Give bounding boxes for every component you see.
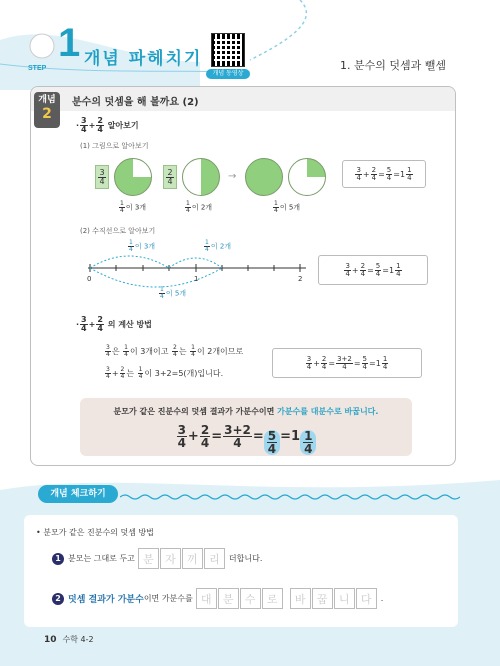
summary-text: 분모가 같은 진분수의 덧셈 결과가 가분수이면 가분수를 대분수로 바꿉니다. <box>113 407 379 416</box>
answer-cells-2[interactable] <box>196 588 284 609</box>
fraction-label-3-4: $\frac{3}{4}$ <box>95 165 109 189</box>
equation-box-3: $\frac{3}{4}$ + $\frac{2}{4}$ = $\frac{3+2}{4}$ = $\frac{5}{4}$ =1 $\frac{1}{4}$ <box>272 348 422 378</box>
circle-3-quarters <box>114 158 152 196</box>
answer-cell[interactable]: 리 <box>204 548 225 569</box>
sub-heading-picture: (1) 그림으로 알아보기 <box>80 142 149 150</box>
answer-cell[interactable]: 대 <box>196 588 217 609</box>
svg-text:1: 1 <box>58 21 81 65</box>
caption-2: $\frac{1}{4}$ 이 2개 <box>186 200 213 214</box>
header-wave <box>0 0 500 90</box>
answer-cell[interactable]: 니 <box>334 588 355 609</box>
arrow-icon: → <box>228 171 237 182</box>
answer-cell[interactable]: 다 <box>356 588 377 609</box>
wave-divider <box>120 493 460 501</box>
answer-cell[interactable]: 끼 <box>182 548 203 569</box>
equation-box-2: $\frac{3}{4}$ + $\frac{2}{4}$ = $\frac{5}{4}$ =1 $\frac{1}{4}$ <box>318 255 428 285</box>
tick-0: 0 <box>87 275 92 283</box>
answer-cell[interactable]: 바 <box>290 588 311 609</box>
book-title: 수학 4-2 <box>62 635 94 644</box>
chapter-title: 1. 분수의 덧셈과 뺄셈 <box>340 59 446 72</box>
section1-heading: · $\frac{3}{4}$ + $\frac{2}{4}$ 알아보기 <box>76 116 139 134</box>
summary-equation: $\frac{3}{4}$ + $\frac{2}{4}$ = $\frac{3+2}{4}$ = $\frac{5}{4}$ =1 $\frac{1}{4}$ <box>80 424 412 455</box>
caption-5: $\frac{1}{4}$ 이 5개 <box>274 200 301 214</box>
answer-cell[interactable]: 분 <box>218 588 239 609</box>
equation-box-1: $\frac{3}{4}$ + $\frac{2}{4}$ = $\frac{5}{4}$ =1 $\frac{1}{4}$ <box>342 160 426 188</box>
method-line-1: $\frac{3}{4}$ 은 $\frac{1}{4}$ 이 3개이고 $\frac{2}{4}$ 는 $\frac{1}{4}$ 이 2개이므로 <box>106 344 244 358</box>
qr-code[interactable] <box>211 33 245 67</box>
circle-full <box>245 158 283 196</box>
question-2-number: 2 <box>52 593 64 605</box>
answer-cell[interactable]: 분 <box>138 548 159 569</box>
concept-title: 분수의 덧셈을 해 볼까요 (2) <box>72 97 199 108</box>
concept-badge: 개념 2 <box>34 92 60 128</box>
question-2: 2 덧셈 결과가 가분수 이면 가분수를 대 분 수 로 바 꿉 니 다 . <box>52 588 383 609</box>
arc-label-5: $\frac{1}{4}$ 이 5개 <box>160 286 187 300</box>
tick-1: 1 <box>194 275 199 283</box>
page-footer <box>44 634 94 645</box>
number-line <box>84 236 314 306</box>
answer-cells-3[interactable] <box>290 588 378 609</box>
answer-cell[interactable]: 수 <box>240 588 261 609</box>
check-bullet: • 분모가 같은 진분수의 덧셈 방법 <box>36 528 154 537</box>
arc-label-2: $\frac{1}{4}$ 이 2개 <box>205 239 232 253</box>
answer-cell[interactable]: 로 <box>262 588 283 609</box>
page-number: 10 <box>44 635 57 645</box>
check-tag: 개념 체크하기 <box>38 485 118 503</box>
method-line-2: $\frac{3}{4}$ + $\frac{2}{4}$ 는 $\frac{1}{4}$ 이 3+2=5(개)입니다. <box>106 366 224 380</box>
section2-heading: · $\frac{3}{4}$ + $\frac{2}{4}$ 의 계산 방법 <box>76 315 152 333</box>
answer-cell[interactable]: 자 <box>160 548 181 569</box>
caption-3: $\frac{1}{4}$ 이 3개 <box>120 200 147 214</box>
page-title: 개념 파헤치기 <box>84 49 203 69</box>
question-1: 1 분모는 그대로 두고 분 자 끼 리 더합니다. <box>52 548 262 569</box>
circle-2-quarters <box>182 158 220 196</box>
qr-label: 개념 동영상 <box>206 69 250 79</box>
answer-cell[interactable]: 꿉 <box>312 588 333 609</box>
sub-heading-numberline: (2) 수직선으로 알아보기 <box>80 227 156 235</box>
tick-2: 2 <box>298 275 303 283</box>
arc-label-3: $\frac{1}{4}$ 이 3개 <box>129 239 156 253</box>
circle-1-quarter <box>288 158 326 196</box>
fraction-label-2-4: $\frac{2}{4}$ <box>163 165 177 189</box>
step-label: STEP <box>28 65 47 72</box>
question-1-number: 1 <box>52 553 64 565</box>
answer-cells-1[interactable] <box>138 548 226 569</box>
